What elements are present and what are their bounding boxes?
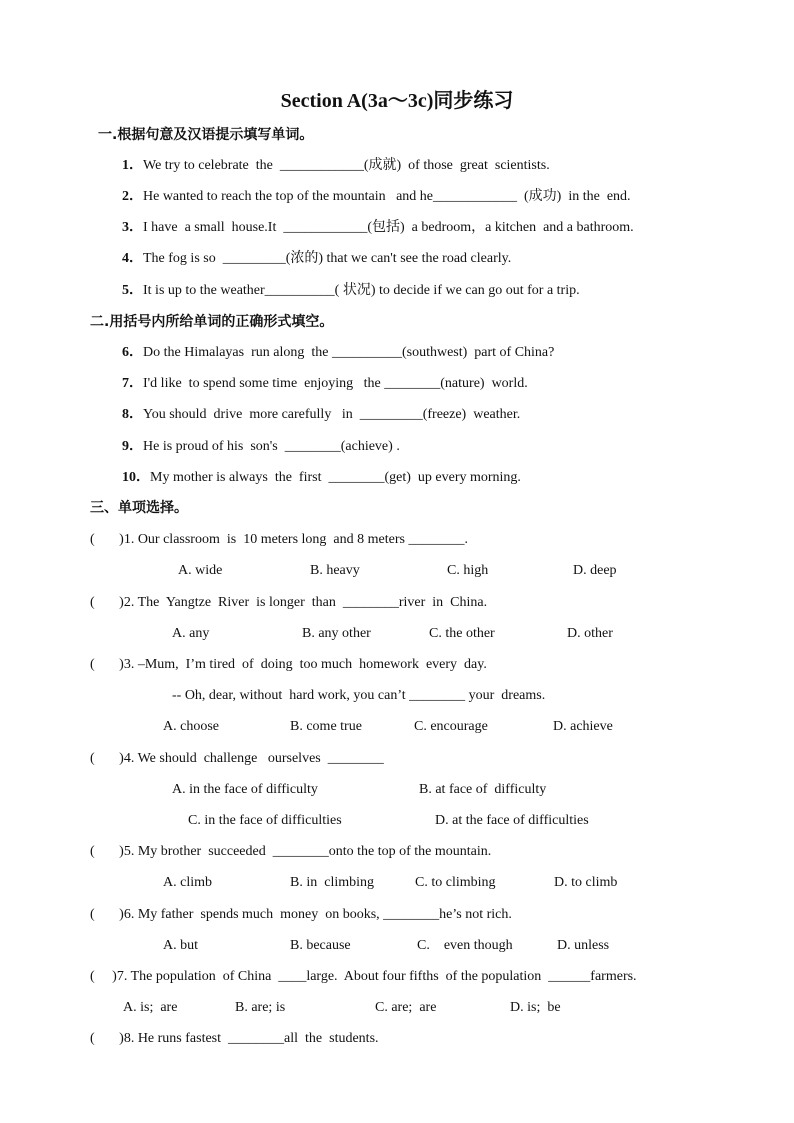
item-text: My mother is always the first ________(get) up every morning. [150, 470, 521, 485]
option-a: A. but [163, 938, 198, 953]
part2-item [122, 375, 528, 393]
option-a: A. is; are [123, 1000, 178, 1015]
option-d: D. unless [557, 938, 610, 953]
mc-question-stem: ( )1. Our classroom is 10 meters long and 8 meters ________. [90, 532, 468, 547]
option-b: B. any other [302, 626, 371, 641]
option-b: B. because [290, 938, 351, 953]
option-c: C. high [447, 563, 489, 578]
item-number: 9． [122, 439, 143, 454]
item-number: 6． [122, 345, 143, 360]
option-b: B. come true [290, 719, 362, 734]
option-d: D. to climb [554, 875, 618, 890]
mc-question-stem: ( )6. My father spends much money on books, ________he’s not rich. [90, 907, 512, 922]
item-text: He is proud of his son's ________(achieve) . [143, 439, 400, 454]
item-text: We try to celebrate the ____________(成就) of those great scientists. [143, 158, 550, 173]
item-text: I'd like to spend some time enjoying the ________(nature) world. [143, 376, 528, 391]
part1-item [122, 157, 550, 175]
part1-item [122, 250, 511, 268]
item-text: The fog is so _________(浓的) that we can't see the road clearly. [143, 251, 512, 266]
item-number: 8． [122, 407, 143, 422]
mc-question-stem: ( )3. –Mum, I’m tired of doing too much homework every day. [90, 657, 487, 672]
item-number: 3． [122, 220, 143, 235]
part2-item [122, 469, 521, 487]
item-text: You should drive more carefully in _________(freeze) weather. [143, 407, 521, 422]
part2-item [122, 344, 554, 362]
item-text: I have a small house.It ____________(包括) a bedroom，a kitchen and a bathroom. [143, 220, 634, 235]
part2-heading: 二.用括号内所给单词的正确形式填空。 [90, 314, 334, 330]
option-d: D. other [567, 626, 613, 641]
option-c: C. even though [417, 938, 513, 953]
option-b: B. heavy [310, 563, 360, 578]
item-text: He wanted to reach the top of the mountain and he____________ (成功) in the end. [143, 189, 631, 204]
option-a: A. any [172, 626, 210, 641]
option-d: D. is; be [510, 1000, 561, 1015]
mc-question-stem-continued: -- Oh, dear, without hard work, you can’t ________ your dreams. [172, 688, 546, 703]
option-b: B. at face of difficulty [419, 782, 547, 797]
mc-question-stem: ( )5. My brother succeeded ________onto the top of the mountain. [90, 844, 492, 859]
item-number: 2． [122, 189, 143, 204]
option-d: D. achieve [553, 719, 613, 734]
option-c: C. the other [429, 626, 495, 641]
part2-item [122, 406, 520, 424]
mc-question-stem: ( )2. The Yangtze River is longer than ________river in China. [90, 595, 488, 610]
item-text: Do the Himalayas run along the __________(southwest) part of China? [143, 345, 555, 360]
page-title: Section A(3a～3c)同步练习 [280, 90, 514, 112]
option-c: C. encourage [414, 719, 488, 734]
option-b: B. are; is [235, 1000, 286, 1015]
item-number: 1． [122, 158, 143, 173]
mc-question-stem: ( )8. He runs fastest ________all the students. [90, 1031, 379, 1046]
option-c: C. are; are [375, 1000, 437, 1015]
option-c: C. in the face of difficulties [188, 813, 342, 828]
mc-question-stem: ( )4. We should challenge ourselves ________ [90, 751, 384, 766]
part3-heading: 三、单项选择。 [90, 500, 188, 516]
part1-heading: 一.根据句意及汉语提示填写单词。 [98, 127, 314, 143]
option-c: C. to climbing [415, 875, 496, 890]
option-a: A. in the face of difficulty [172, 782, 318, 797]
part1-item [122, 219, 634, 237]
option-a: A. climb [163, 875, 212, 890]
item-number: 4． [122, 251, 143, 266]
item-number: 10． [122, 470, 150, 485]
option-b: B. in climbing [290, 875, 374, 890]
part1-item [122, 188, 631, 206]
part2-item [122, 438, 400, 456]
mc-question-stem: ( )7. The population of China ____large. About four fifths of the population ______farmers. [90, 969, 637, 984]
item-number: 5． [122, 283, 143, 298]
option-d: D. at the face of difficulties [435, 813, 589, 828]
item-text: It is up to the weather__________( 状况) to decide if we can go out for a trip. [143, 283, 580, 298]
option-d: D. deep [573, 563, 617, 578]
part1-item [122, 282, 580, 300]
option-a: A. wide [178, 563, 223, 578]
option-a: A. choose [163, 719, 219, 734]
item-number: 7． [122, 376, 143, 391]
